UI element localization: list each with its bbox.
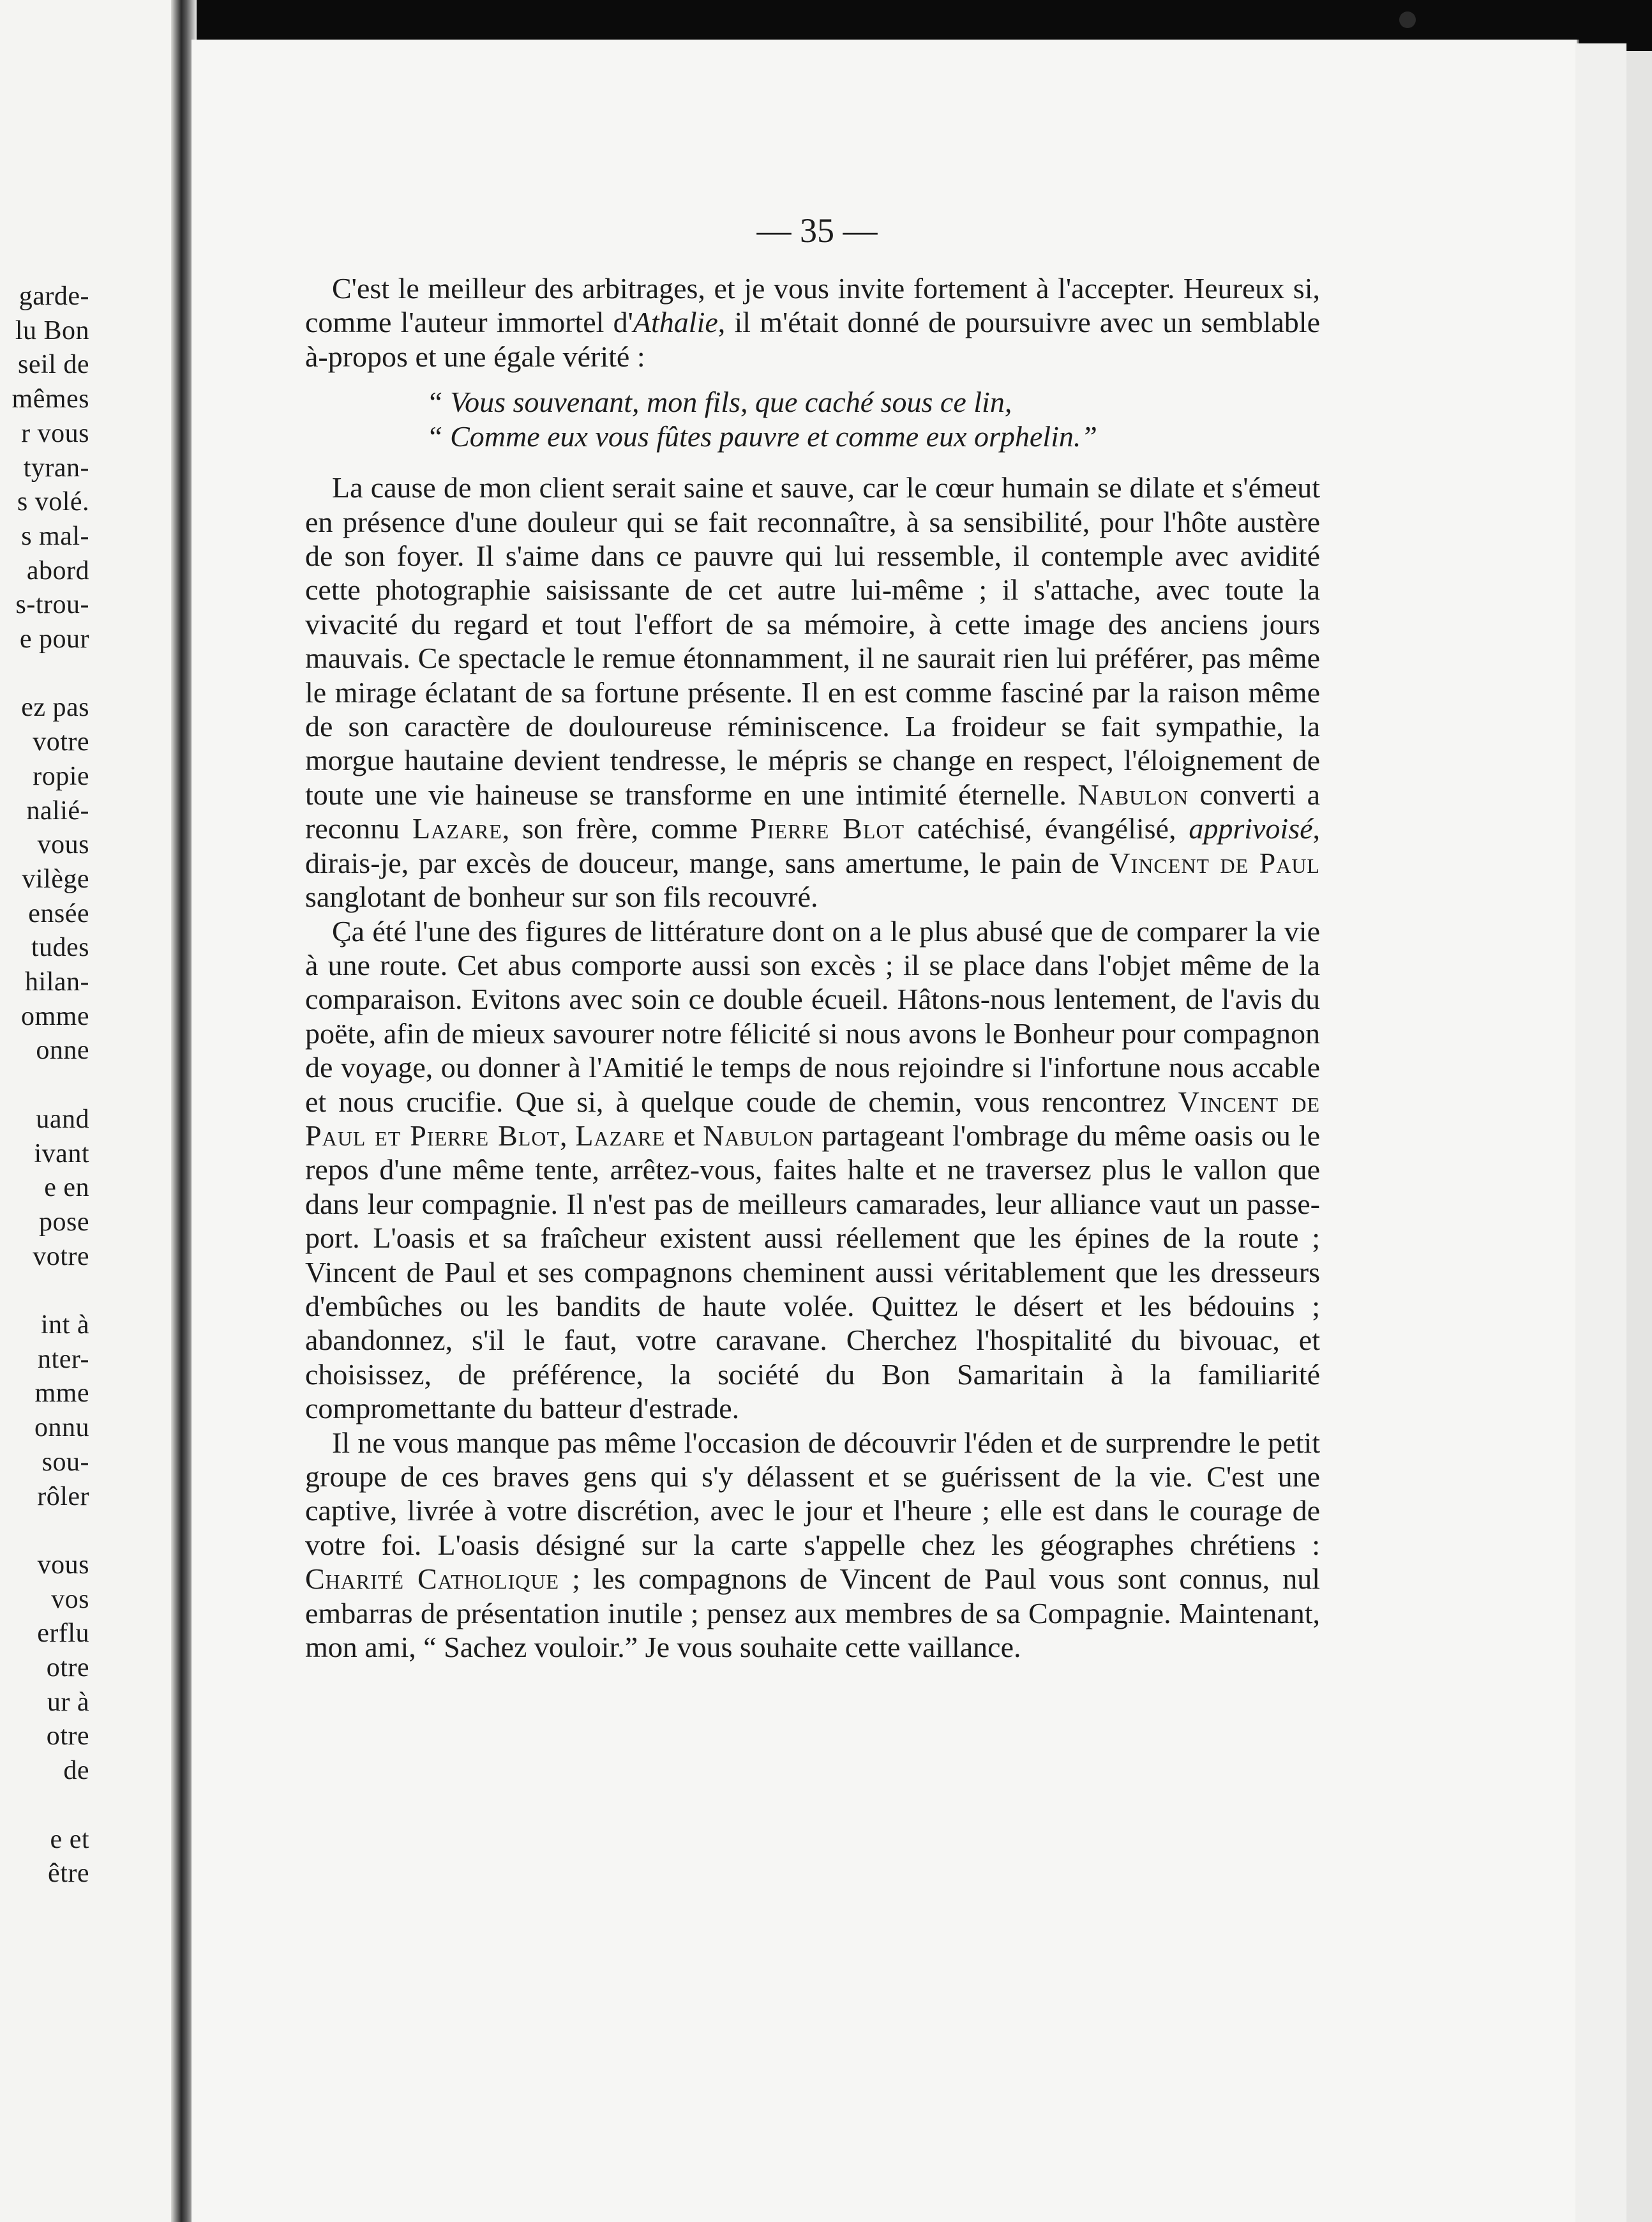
text-run: sanglotant de bonheur sur son fils recouvré. bbox=[305, 880, 818, 914]
small-caps-name: Pierre Blot bbox=[750, 812, 905, 845]
left-page-line: tyran- bbox=[23, 453, 89, 483]
left-page-line: abord bbox=[26, 556, 89, 586]
verse-quotation bbox=[305, 385, 1320, 454]
small-caps-name: Nabulon bbox=[1078, 778, 1189, 811]
left-page-line: garde- bbox=[19, 282, 89, 311]
paragraph-4 bbox=[305, 1426, 1320, 1665]
page-number: — 35 — bbox=[756, 211, 878, 250]
paragraph-3 bbox=[305, 914, 1320, 1426]
left-page-line: vos bbox=[51, 1584, 89, 1614]
small-caps-name: Vincent de Paul bbox=[1109, 846, 1320, 879]
left-page-line: vous bbox=[37, 1550, 89, 1580]
left-page-line: nalié- bbox=[26, 796, 89, 826]
left-page-line: rôler bbox=[37, 1481, 89, 1511]
left-page-line: tudes bbox=[31, 933, 89, 963]
small-caps-name: Lazare bbox=[412, 812, 502, 845]
left-page-line: vilège bbox=[22, 864, 89, 894]
left-page-line: vous bbox=[37, 830, 89, 860]
left-page-line: nter- bbox=[38, 1344, 89, 1374]
text-run: Ça été l'une des figures de littérature dont on a le plus abusé que de comparer la vie à une route. Cet abus comporte aussi son excès ; il se place dans l'objet même de la comparaison. Evitons avec soin ce double écueil. Hâtons-nous lentement, de l'avis du poëte, afin de mieux savourer notre félicité si nous avons le Bonheur pour compagnon de voyage, ou donner à l'Amitié le temps de nous rejoindre si l'infortune nous accable et nous crucifie. Que si, à quelque coude de chemin, vous rencontrez bbox=[305, 914, 1320, 1118]
text-run: converti a reconnu bbox=[305, 778, 1320, 845]
left-page-line: seil de bbox=[18, 350, 89, 380]
small-caps-name: Lazare bbox=[575, 1119, 666, 1152]
right-page-edge bbox=[1575, 43, 1626, 2222]
left-page-line: s-trou- bbox=[15, 590, 89, 620]
verse-line: “ Vous souvenant, mon fils, que caché sous ce lin, bbox=[426, 386, 1012, 419]
left-page-line: ensée bbox=[28, 898, 89, 928]
left-page-line: e pour bbox=[19, 624, 89, 654]
text-run: ; les compagnons de Vincent de Paul vous sont connus, nul embarras de présentation inutile ; pensez aux membres de sa Compagnie. Maintenant, mon ami, “ Sachez vouloir.” Je vous souhaite cette vaillance. bbox=[305, 1562, 1320, 1664]
left-page-line: uand bbox=[36, 1104, 89, 1134]
paragraph-2 bbox=[305, 471, 1320, 914]
small-caps-name: Vincent de Paul et Pierre Blot bbox=[305, 1085, 1320, 1152]
body-text bbox=[305, 271, 1320, 1664]
left-page-line: s mal- bbox=[21, 521, 89, 551]
text-run: , il m'était donné de poursuivre avec un semblable à-propos et une égale vérité : bbox=[305, 306, 1320, 373]
text-run: , bbox=[560, 1119, 576, 1152]
left-page-line: e en bbox=[44, 1173, 89, 1203]
left-page-line: mme bbox=[34, 1379, 89, 1409]
text-run: catéchisé, évangélisé, bbox=[905, 812, 1189, 845]
text-run: Il ne vous manque pas même l'occasion de découvrir l'éden et de surprendre le petit groupe de ces braves gens qui s'y délassent et se guérissent de la vie. C'est une captive, livrée à votre discrétion, avec le jour et l'heure ; elle est dans le courage de votre foi. L'oasis désigné sur la carte s'appelle chez les géographes chrétiens : bbox=[305, 1426, 1320, 1561]
left-page-line: otre bbox=[46, 1653, 89, 1682]
left-page-line: sou- bbox=[41, 1447, 89, 1477]
left-page-line: erflu bbox=[37, 1619, 89, 1649]
left-page-line: ez pas bbox=[21, 693, 89, 723]
verse-line: “ Comme eux vous fûtes pauvre et comme eux orphelin.” bbox=[426, 420, 1097, 453]
italic-word: apprivoisé bbox=[1189, 812, 1313, 845]
left-page-line: e et bbox=[50, 1824, 89, 1854]
left-page-line: omme bbox=[21, 1001, 89, 1031]
left-page-line: de bbox=[63, 1756, 89, 1786]
text-run: , dirais-je, par excès de douceur, mange, sans amertume, le pain de bbox=[305, 812, 1321, 879]
left-page-line: onnu bbox=[34, 1413, 89, 1443]
left-page-line: otre bbox=[46, 1721, 89, 1751]
italic-title: Athalie bbox=[633, 306, 718, 339]
left-page-line: votre bbox=[33, 1241, 89, 1271]
paragraph-1 bbox=[305, 271, 1320, 374]
text-run: , son frère, comme bbox=[502, 812, 751, 845]
left-page-line: onne bbox=[36, 1036, 89, 1066]
left-page-line: lu Bon bbox=[15, 315, 89, 345]
left-page-line: mêmes bbox=[11, 384, 89, 414]
small-caps-name: Charité Catholique bbox=[305, 1562, 560, 1596]
left-page-line: être bbox=[48, 1859, 89, 1889]
left-page-line: int à bbox=[41, 1310, 89, 1340]
left-page-line: ivant bbox=[34, 1138, 89, 1168]
left-page-line: ropie bbox=[33, 761, 89, 791]
left-page-line: ur à bbox=[47, 1687, 89, 1717]
ink-spot bbox=[1399, 11, 1416, 28]
left-facing-page bbox=[0, 0, 180, 2222]
left-page-line: hilan- bbox=[25, 967, 89, 997]
text-run: La cause de mon client serait saine et sauve, car le cœur humain se dilate et s'émeut en présence d'une douleur qui se fait reconnaître, à sa sensibilité, pour l'hôte austère de son foyer. Il s'aime dans ce pauvre qui lui ressemble, il contemple avec avidité cette photographie saisissante de cet autre lui-même ; il s'attache, avec toute la vivacité du regard et tout l'effort de sa mémoire, à cette image des anciens jours mauvais. Ce spectacle le remue étonnamment, il ne saurait rien lui préférer, pas même le mirage éclatant de sa fortune présente. Il en est comme fasciné par la raison même de son caractère de douloureuse réminiscence. La froideur se fait sympathie, la morgue hautaine devient tendresse, le mépris se change en respect, l'éloignement de toute une vie haineuse se transforme en une intimité éternelle. bbox=[305, 471, 1320, 811]
small-caps-name: Nabulon bbox=[703, 1119, 814, 1152]
right-page-edge-back bbox=[1626, 51, 1652, 2222]
text-run: C'est le meilleur des arbitrages, et je vous invite fortement à l'accepter. Heureux si, comme l'auteur immortel d' bbox=[305, 272, 1320, 339]
left-page-line: pose bbox=[39, 1207, 89, 1237]
text-run: partageant l'ombrage du même oasis ou le repos d'une même tente, arrêtez-vous, faites halte et ne traversez plus le vallon que dans leur compagnie. Il n'est pas de meilleurs camarades, leur alliance vaut un passe-port. L'oasis et sa fraîcheur existent aussi réellement que les épines de la route ; Vincent de Paul et ses compagnons cheminent aussi véritablement que les dresseurs d'embûches ou les bandits de haute volée. Quittez le désert et les bédouins ; abandonnez, s'il le faut, votre caravane. Cherchez l'hospitalité du bivouac, et choisissez, de préférence, la société du Bon Samaritain à la familiarité compromettante du batteur d'estrade. bbox=[305, 1119, 1321, 1425]
left-page-line: s volé. bbox=[17, 487, 89, 517]
left-page-line: r vous bbox=[21, 418, 89, 448]
text-run: et bbox=[665, 1119, 703, 1152]
left-page-line: votre bbox=[33, 727, 89, 757]
